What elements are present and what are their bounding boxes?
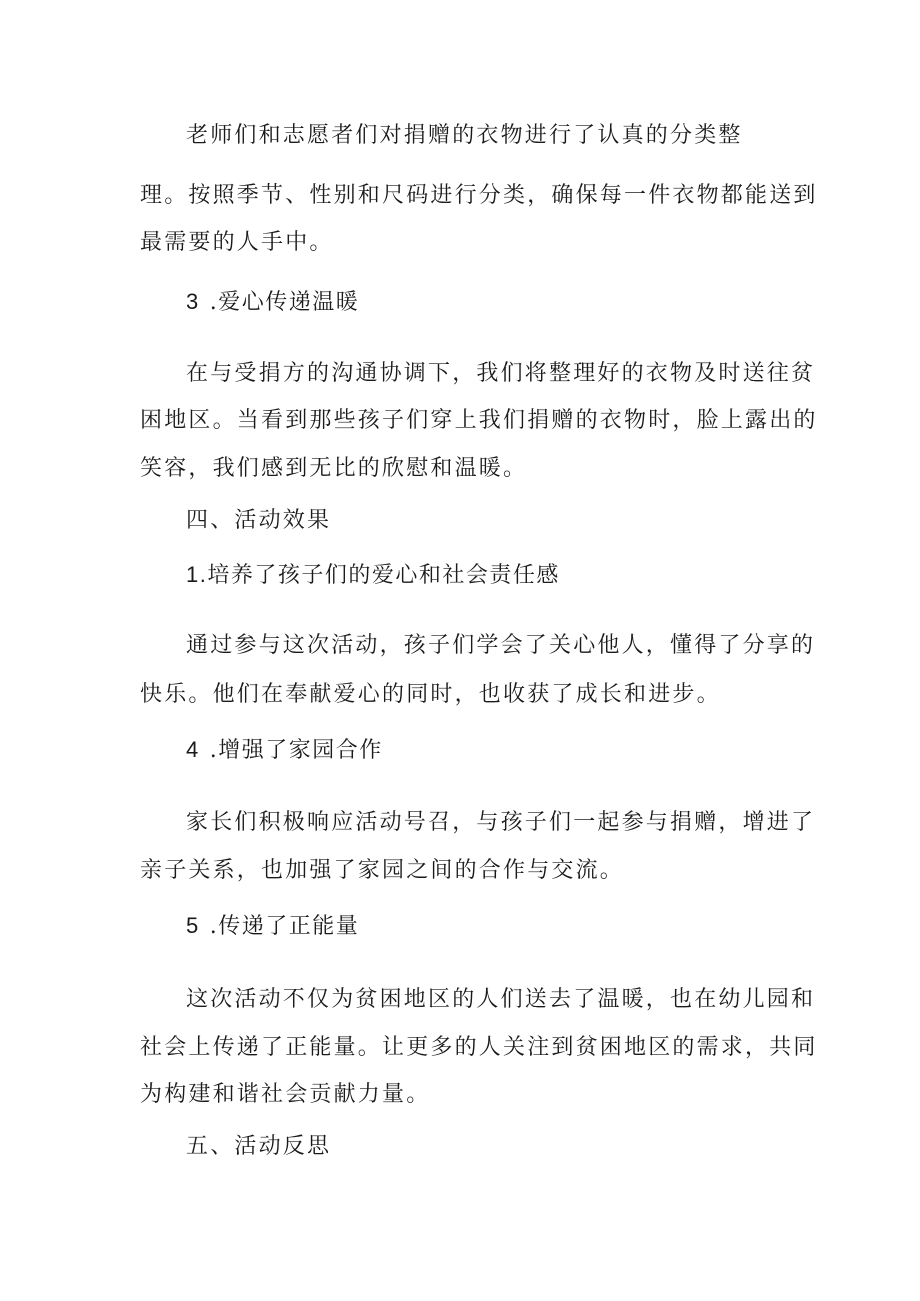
heading-number: 4	[186, 737, 200, 762]
paragraph-line: 快乐。他们在奉献爱心的同时，也收获了成长和进步。	[140, 682, 721, 707]
paragraph-line: 老师们和志愿者们对捐赠的衣物进行了认真的分类整	[186, 123, 743, 148]
paragraph-line: 这次活动不仅为贫困地区的人们送去了温暖，也在幼儿园和	[186, 987, 816, 1012]
heading-number: 1.	[186, 562, 208, 587]
paragraph-line: 通过参与这次活动，孩子们学会了关心他人，懂得了分享的	[186, 633, 816, 658]
heading-text: .爱心传递温暖	[209, 290, 360, 315]
paragraph-line: 社会上传递了正能量。让更多的人关注到贫困地区的需求，共同	[140, 1035, 818, 1060]
section-heading-five: 五、活动反思	[186, 1134, 332, 1159]
heading-text: .增强了家园合作	[209, 738, 383, 763]
paragraph-line: 亲子关系，也加强了家园之间的合作与交流。	[140, 858, 625, 883]
paragraph-line: 笑容，我们感到无比的欣慰和温暖。	[140, 456, 528, 481]
heading-number: 5	[186, 913, 200, 938]
paragraph-line: 最需要的人手中。	[140, 230, 334, 255]
paragraph-line: 家长们积极响应活动号召，与孩子们一起参与捐赠，增进了	[186, 810, 816, 835]
heading-number: 3	[186, 289, 200, 314]
paragraph-line: 困地区。当看到那些孩子们穿上我们捐赠的衣物时，脸上露出的	[140, 408, 818, 433]
paragraph-line: 在与受捐方的沟通协调下，我们将整理好的衣物及时送往贫	[186, 361, 816, 386]
section-heading-4	[186, 735, 836, 766]
heading-text: .传递了正能量	[209, 914, 360, 939]
section-heading-3	[186, 287, 836, 318]
heading-text: 培养了孩子们的爱心和社会责任感	[207, 563, 560, 588]
section-heading-5	[186, 911, 836, 942]
section-heading-four: 四、活动效果	[186, 508, 332, 533]
paragraph-line: 理。按照季节、性别和尺码进行分类，确保每一件衣物都能送到	[140, 183, 818, 208]
paragraph-line: 为构建和谐社会贡献力量。	[140, 1082, 431, 1107]
section-heading-1	[186, 560, 836, 591]
